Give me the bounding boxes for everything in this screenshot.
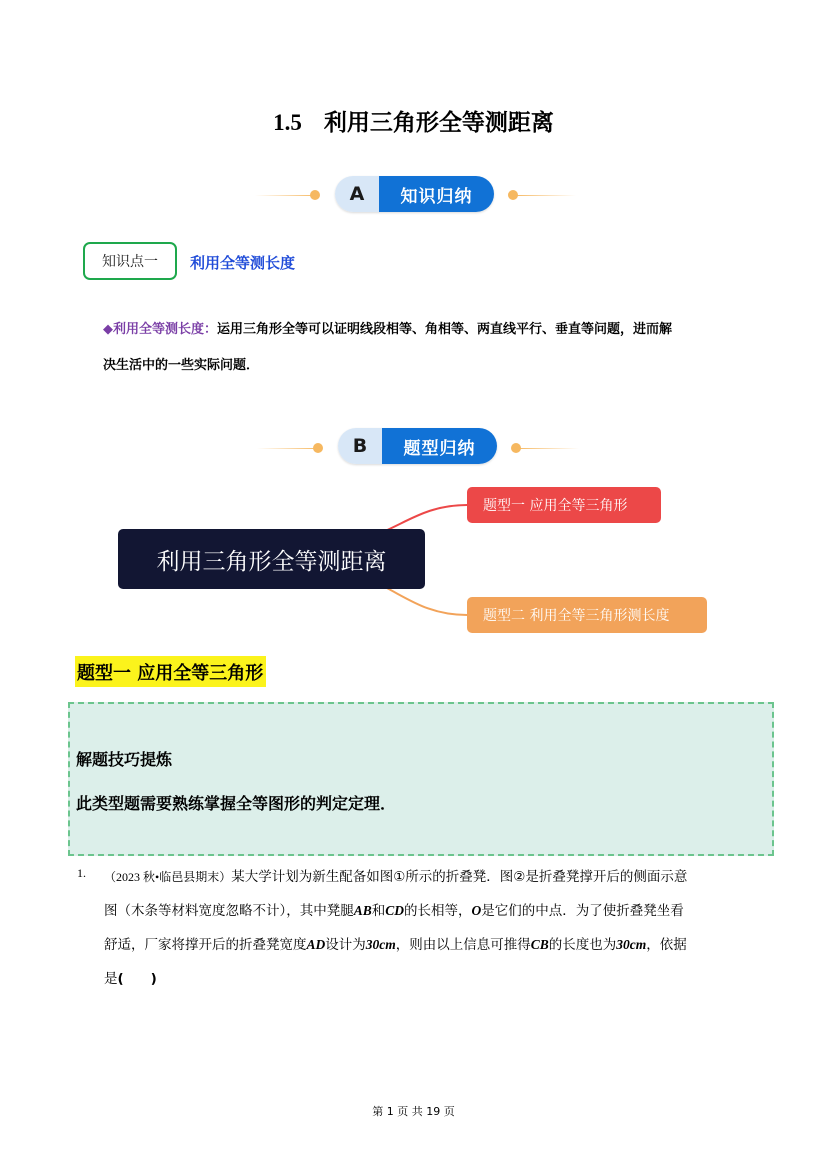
section-b-label: 题型归纳 bbox=[382, 428, 497, 464]
section-a-label: 知识归纳 bbox=[379, 176, 494, 212]
question-p2: 图（木条等材料宽度忽略不计），其中凳腿 bbox=[104, 903, 354, 919]
tips-text: 此类型题需要熟练掌握全等图形的判定定理． bbox=[76, 794, 397, 813]
question-p6: 舒适，厂家将撑开后的折叠凳宽度 bbox=[104, 937, 307, 953]
definition-term: ◆利用全等测长度： bbox=[103, 322, 217, 337]
var-30cm-a: 30cm bbox=[365, 937, 396, 952]
question-p1: 某大学计划为新生配备如图①所示的折叠凳．图②是折叠凳撑开后的侧面示意 bbox=[231, 869, 688, 885]
definition-line2: 决生活中的一些实际问题． bbox=[103, 358, 260, 373]
knowledge-point-title: 利用全等测长度 bbox=[190, 254, 296, 272]
question-p8: ，则由以上信息可推得 bbox=[395, 937, 531, 953]
question-source: （2023 秋•临邑县期末） bbox=[104, 870, 232, 884]
section-number: 1.5 bbox=[273, 110, 302, 135]
tips-title: 解题技巧提炼 bbox=[76, 750, 173, 769]
var-o: O bbox=[471, 903, 482, 918]
var-cd: CD bbox=[385, 903, 405, 918]
page-footer: 第 1 页 共 19 页 bbox=[372, 1105, 455, 1118]
mindmap-node-type1: 题型一 应用全等三角形 bbox=[467, 487, 661, 523]
title-text: 利用三角形全等测距离 bbox=[323, 109, 554, 136]
knowledge-point-badge: 知识点一 bbox=[83, 242, 177, 280]
var-cb: CB bbox=[530, 937, 549, 952]
question-body bbox=[104, 860, 756, 996]
question-p4: 的长相等， bbox=[404, 903, 472, 919]
mindmap-connector-red bbox=[385, 505, 467, 531]
answer-blank: ( ) bbox=[117, 971, 157, 987]
question-p7: 设计为 bbox=[325, 937, 366, 953]
question-p9: 的长度也为 bbox=[548, 937, 617, 953]
var-ab: AB bbox=[353, 903, 372, 918]
mindmap-connector-orange bbox=[385, 587, 467, 615]
question-p10: ，依据 bbox=[646, 937, 687, 953]
question-number: 1. bbox=[77, 866, 86, 880]
tips-box bbox=[68, 702, 774, 856]
mindmap-center-node: 利用三角形全等测距离 bbox=[118, 529, 425, 589]
question-p11: 是 bbox=[104, 971, 118, 987]
question-p3: 和 bbox=[371, 903, 386, 919]
definition-line1: 运用三角形全等可以证明线段相等、角相等、两直线平行、垂直等问题，进而解 bbox=[217, 322, 673, 337]
section-b-letter: B bbox=[338, 428, 382, 464]
type1-heading: 题型一 应用全等三角形 bbox=[75, 656, 266, 687]
var-30cm-b: 30cm bbox=[616, 937, 647, 952]
section-a-letter: A bbox=[335, 176, 379, 212]
mindmap-node-type2: 题型二 利用全等三角形测长度 bbox=[467, 597, 707, 633]
question-p5: 是它们的中点．为了使折叠凳坐看 bbox=[481, 903, 684, 919]
var-ad: AD bbox=[306, 937, 326, 952]
